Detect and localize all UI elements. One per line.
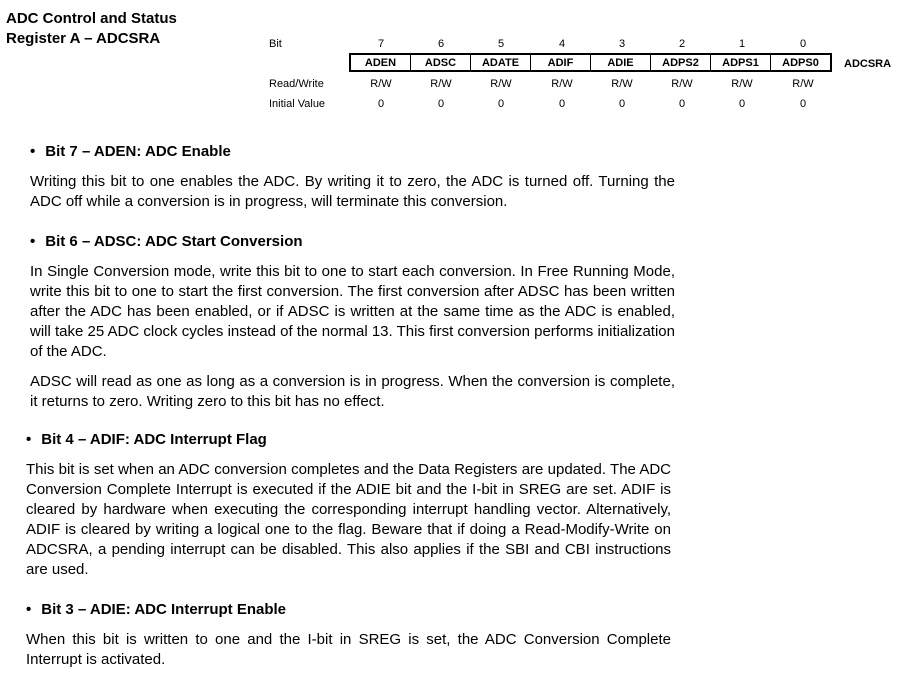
bit-number-2: 2 <box>678 38 686 50</box>
bit-number-4: 4 <box>558 38 566 50</box>
bit-row-label: Bit <box>269 38 282 50</box>
bullet: • <box>30 233 36 250</box>
paragraph: This bit is set when an ADC conversion completes and the Data Registers are updated. The ADC Conversion Complete Interrupt is executed if the ADIE bit and the I-bit in SREG are set. ADIF is cleared by hardware when executing the corresponding interrupt handling vector. Alternatively, ADIF is cleared by writing a logical one to the flag. Beware that if doing a Read-Modify-Write on ADCSRA, a pending interrupt can be disabled. This also applies if the SBI and CBI instructions are used. <box>26 461 671 578</box>
initial-value-cell: 0 <box>437 98 445 110</box>
heading-text: Bit 6 – ADSC: ADC Start Conversion <box>45 233 303 250</box>
section-body-adie <box>26 630 671 670</box>
bit-number-7: 7 <box>377 38 385 50</box>
paragraph: In Single Conversion mode, write this bit to one to start each conversion. In Free Running Mode, write this bit to one to start the first conversion. The first conversion after ADSC has been written after the ADC has been enabled, or if ADSC is written at the same time as the ADC is enabled, will take 25 ADC clock cycles instead of the normal 13. This first conversion performs initialization of the ADC. <box>30 263 675 360</box>
initial-value-cell: 0 <box>497 98 505 110</box>
heading-text: Bit 3 – ADIE: ADC Interrupt Enable <box>41 601 287 618</box>
rw-cell: R/W <box>671 78 693 90</box>
bit-cell-adps0: ADPS0 <box>782 57 819 69</box>
bit-cell-adif: ADIF <box>531 55 591 70</box>
initial-value-cell: 0 <box>738 98 746 110</box>
section-body-aden <box>30 172 675 212</box>
bit-number-5: 5 <box>497 38 505 50</box>
section-body-adsc <box>30 262 675 412</box>
section-heading-aden <box>30 143 231 160</box>
rw-row-label: Read/Write <box>269 78 324 90</box>
register-bit-table <box>349 53 832 72</box>
title-line-1: ADC Control and Status <box>6 10 177 27</box>
initial-row-label: Initial Value <box>269 98 326 110</box>
rw-cell: R/W <box>370 78 392 90</box>
bullet: • <box>30 143 36 160</box>
bit-cell-adps2: ADPS2 <box>651 55 711 70</box>
section-heading-adie <box>26 601 286 618</box>
title-line-2: Register A – ADCSRA <box>6 30 161 47</box>
rw-cell: R/W <box>551 78 573 90</box>
rw-cell: R/W <box>611 78 633 90</box>
register-name: ADCSRA <box>844 58 892 70</box>
section-heading-adsc <box>30 233 303 250</box>
section-body-adif <box>26 460 671 580</box>
rw-cell: R/W <box>792 78 814 90</box>
bit-cell-adie: ADIE <box>591 55 651 70</box>
bit-number-1: 1 <box>738 38 746 50</box>
bullet: • <box>26 431 32 448</box>
bit-number-3: 3 <box>618 38 626 50</box>
rw-cell: R/W <box>490 78 512 90</box>
paragraph: When this bit is written to one and the I-bit in SREG is set, the ADC Conversion Complete Interrupt is activated. <box>26 631 671 668</box>
bit-number-0: 0 <box>799 38 807 50</box>
bit-cell-adsc: ADSC <box>411 55 471 70</box>
heading-text: Bit 7 – ADEN: ADC Enable <box>45 143 231 160</box>
register-title <box>6 9 177 49</box>
bit-cell-adps1: ADPS1 <box>711 55 771 70</box>
bit-cell-aden: ADEN <box>351 55 411 70</box>
heading-text: Bit 4 – ADIF: ADC Interrupt Flag <box>41 431 267 448</box>
section-heading-adif <box>26 431 267 448</box>
initial-value-cell: 0 <box>558 98 566 110</box>
initial-value-cell: 0 <box>377 98 385 110</box>
bullet: • <box>26 601 32 618</box>
paragraph: ADSC will read as one as long as a conversion is in progress. When the conversion is complete, it returns to zero. Writing zero to this bit has no effect. <box>30 373 675 410</box>
rw-cell: R/W <box>731 78 753 90</box>
bit-cell-adate: ADATE <box>471 55 531 70</box>
initial-value-cell: 0 <box>678 98 686 110</box>
paragraph: Writing this bit to one enables the ADC. By writing it to zero, the ADC is turned off. Turning the ADC off while a conversion is in progress, will terminate this conversion. <box>30 173 675 210</box>
bit-number-6: 6 <box>437 38 445 50</box>
rw-cell: R/W <box>430 78 452 90</box>
initial-value-cell: 0 <box>799 98 807 110</box>
initial-value-cell: 0 <box>618 98 626 110</box>
